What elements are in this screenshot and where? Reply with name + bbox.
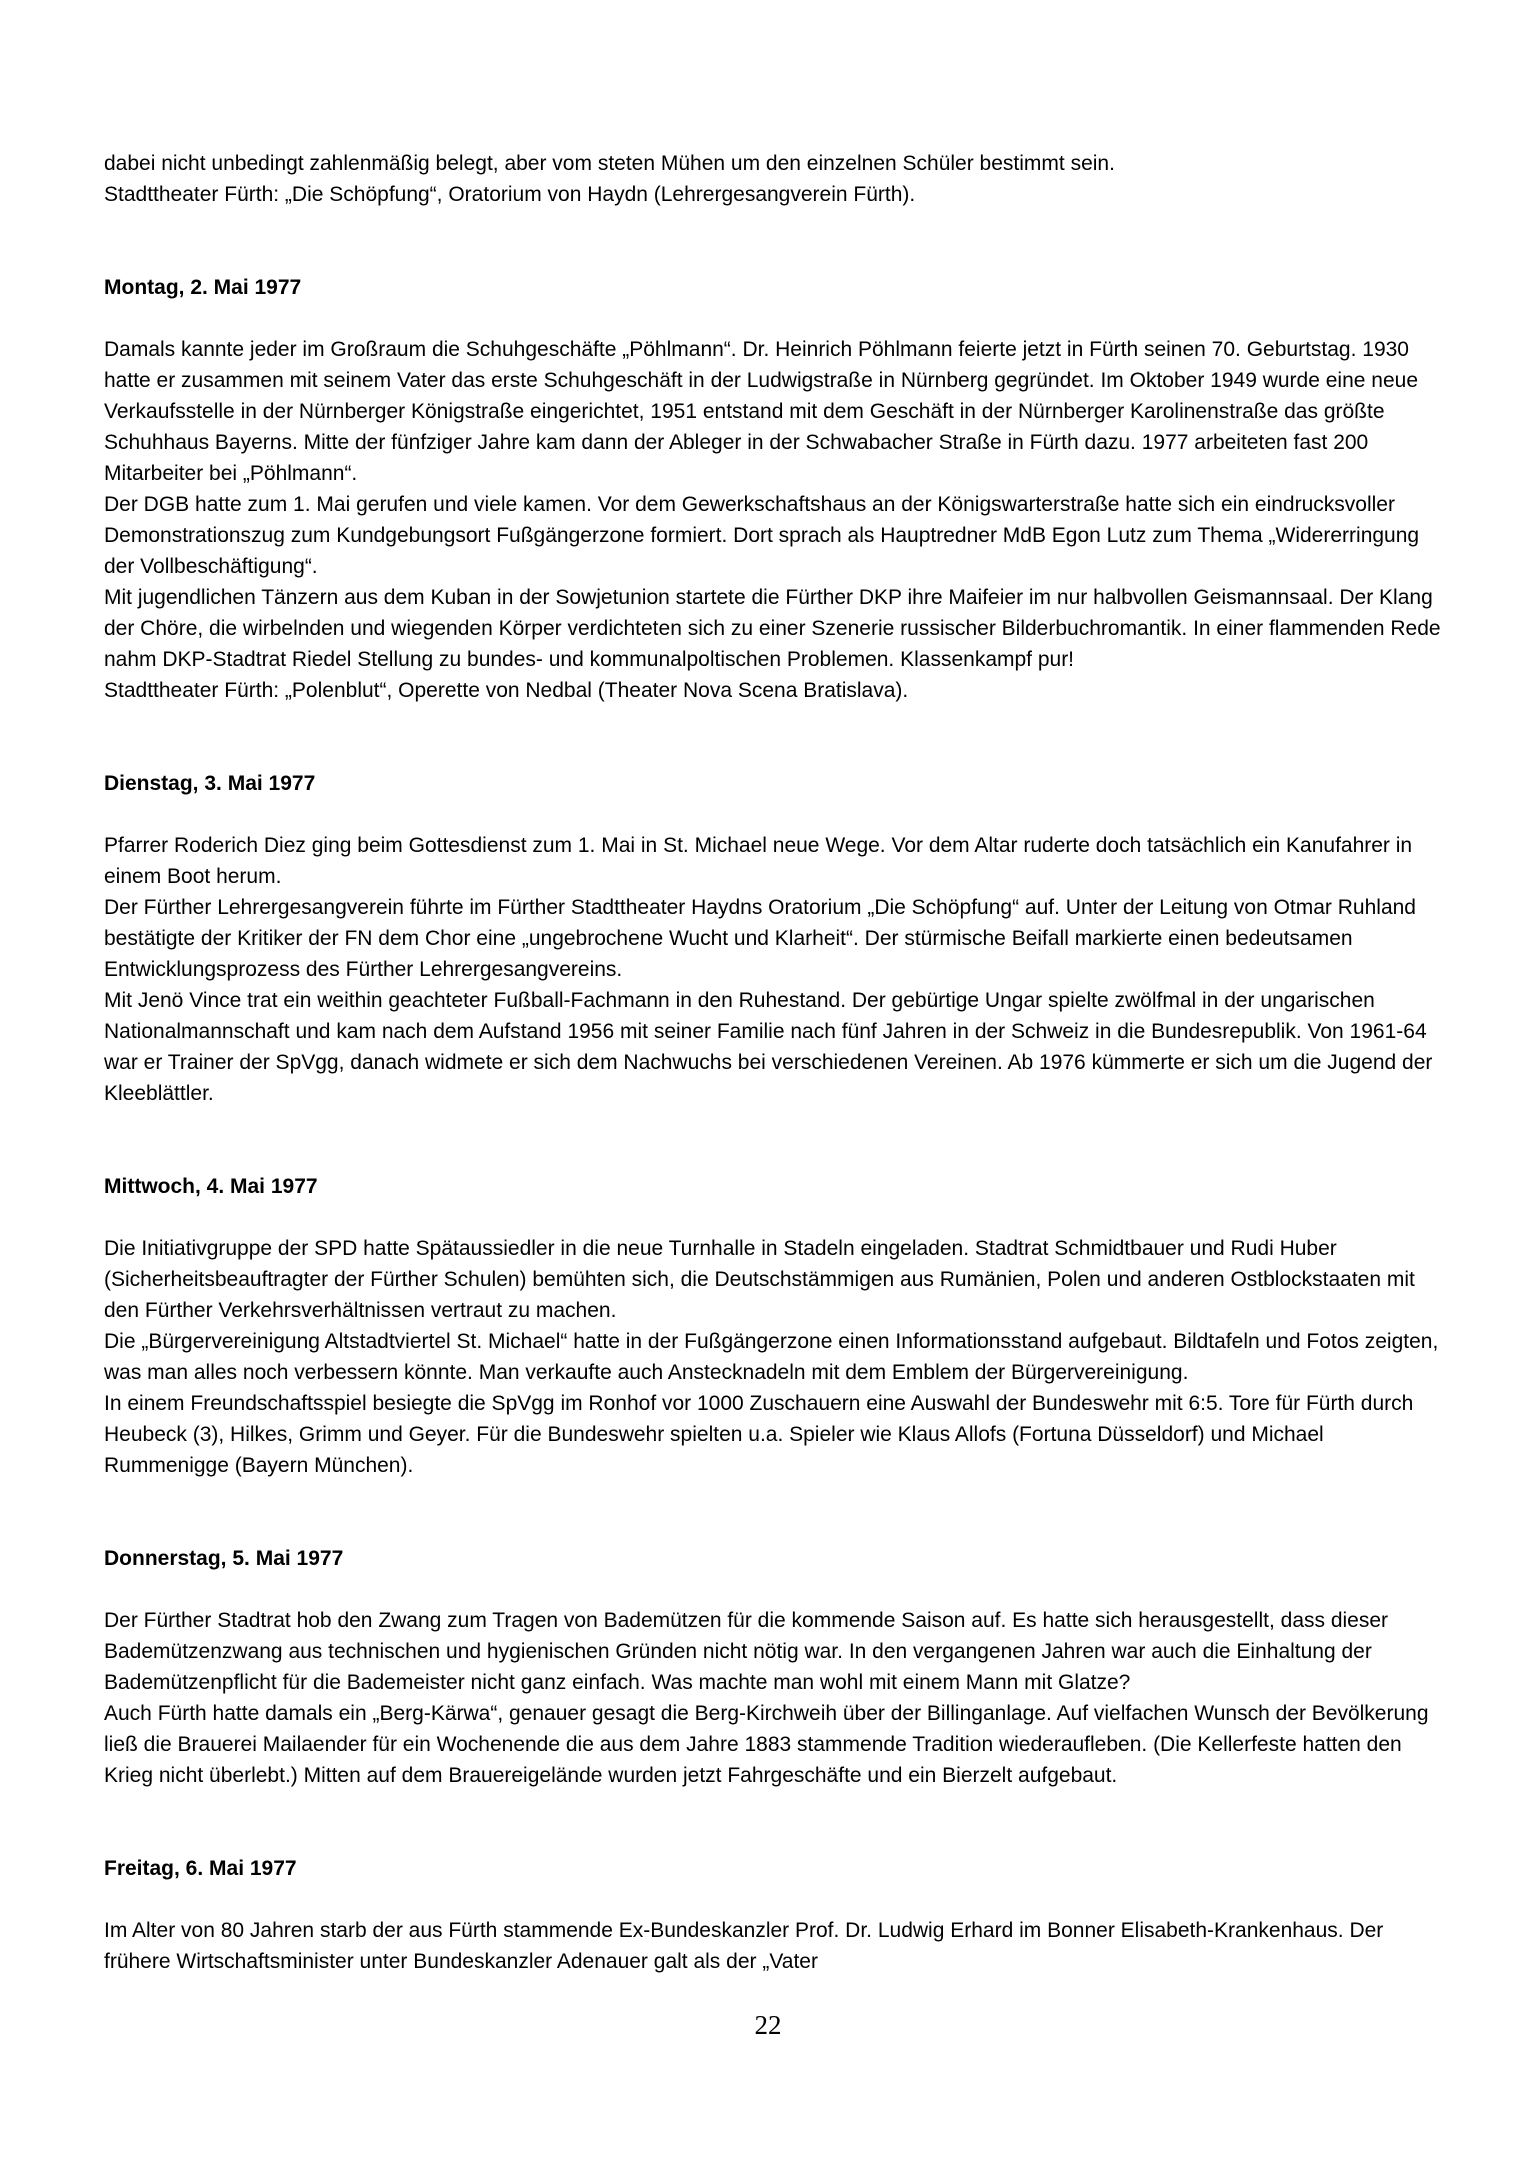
paragraph: Stadttheater Fürth: „Polenblut“, Operette von Nedbal (Theater Nova Scena Bratislava). (104, 679, 909, 702)
intro-paragraph (104, 148, 1442, 210)
paragraph: Der Fürther Stadtrat hob den Zwang zum Tragen von Bademützen für die kommende Saison auf. Es hatte sich herausgestellt, dass dieser Bademützenzwang aus technischen und hygienischen Gründen nicht nötig war. In den vergangenen Jahren war auch die Einhaltung der Bademützenpflicht für die Bademeister nicht ganz einfach. Was machte man wohl mit einem Mann mit Glatze? (104, 1609, 1389, 1694)
intro-line: dabei nicht unbedingt zahlenmäßig belegt, aber vom steten Mühen um den einzelnen Schüler bestimmt sein. (104, 152, 1115, 175)
paragraph: In einem Freundschaftsspiel besiegte die SpVgg im Ronhof vor 1000 Zuschauern eine Auswahl der Bundeswehr mit 6:5. Tore für Fürth durch Heubeck (3), Hilkes, Grimm und Geyer. Für die Bundeswehr spielten u.a. Spieler wie Klaus Allofs (Fortuna Düsseldorf) und Michael Rummenigge (Bayern München). (104, 1392, 1414, 1477)
paragraph: Auch Fürth hatte damals ein „Berg-Kärwa“, genauer gesagt die Berg-Kirchweih über der Billinganlage. Auf vielfachen Wunsch der Bevölkerung ließ die Brauerei Mailaender für ein Wochenende die aus dem Jahre 1883 stammende Tradition wiederaufleben. (Die Kellerfeste hatten den Krieg nicht überlebt.) Mitten auf dem Brauereigelände wurden jetzt Fahrgeschäfte und ein Bierzelt aufgebaut. (104, 1702, 1429, 1787)
paragraph: Der Fürther Lehrergesangverein führte im Fürther Stadttheater Haydns Oratorium „Die Schöpfung“ auf. Unter der Leitung von Otmar Ruhland bestätigte der Kritiker der FN dem Chor eine „ungebrochene Wucht und Klarheit“. Der stürmische Beifall markierte einen bedeutsamen Entwicklungsprozess des Fürther Lehrergesangvereins. (104, 896, 1416, 981)
paragraph: Pfarrer Roderich Diez ging beim Gottesdienst zum 1. Mai in St. Michael neue Wege. Vor dem Altar ruderte doch tatsächlich ein Kanufahrer in einem Boot herum. (104, 834, 1413, 888)
paragraph: Im Alter von 80 Jahren starb der aus Fürth stammende Ex-Bundeskanzler Prof. Dr. Ludwig Erhard im Bonner Elisabeth-Krankenhaus. Der frühere Wirtschaftsminister unter Bundeskanzler Adenauer galt als der „Vater (104, 1919, 1384, 1973)
paragraph: Mit Jenö Vince trat ein weithin geachteter Fußball-Fachmann in den Ruhestand. Der gebürtige Ungar spielte zwölfmal in der ungarischen Nationalmannschaft und kam nach dem Aufstand 1956 mit seiner Familie nach fünf Jahren in der Schweiz in die Bundesrepublik. Von 1961-64 war er Trainer der SpVgg, danach widmete er sich dem Nachwuchs bei verschiedenen Vereinen. Ab 1976 kümmerte er sich um die Jugend der Kleeblättler. (104, 989, 1433, 1105)
intro-line: Stadttheater Fürth: „Die Schöpfung“, Oratorium von Haydn (Lehrergesangverein Fürth). (104, 183, 916, 206)
paragraph: Die Initiativgruppe der SPD hatte Spätaussiedler in die neue Turnhalle in Stadeln eingeladen. Stadtrat Schmidtbauer und Rudi Huber (Sicherheitsbeauftragter der Fürther Schulen) bemühten sich, die Deutschstämmigen aus Rumänien, Polen und anderen Ostblockstaaten mit den Fürther Verkehrsverhältnissen vertraut zu machen. (104, 1237, 1415, 1322)
paragraph: Mit jugendlichen Tänzern aus dem Kuban in der Sowjetunion startete die Fürther DKP ihre Maifeier im nur halbvollen Geismannsaal. Der Klang der Chöre, die wirbelnden und wiegenden Körper verdichteten sich zu einer Szenerie russischer Bilderbuchromantik. In einer flammenden Rede nahm DKP-Stadtrat Riedel Stellung zu bundes- und kommunalpoltischen Problemen. Klassenkampf pur! (104, 586, 1441, 671)
section-heading: Freitag, 6. Mai 1977 (104, 1857, 297, 1880)
section-heading: Mittwoch, 4. Mai 1977 (104, 1175, 318, 1198)
section-heading: Dienstag, 3. Mai 1977 (104, 772, 316, 795)
page-number: 22 (754, 2010, 782, 2040)
section-heading: Donnerstag, 5. Mai 1977 (104, 1547, 344, 1570)
section-heading: Montag, 2. Mai 1977 (104, 276, 302, 299)
paragraph: Die „Bürgervereinigung Altstadtviertel St. Michael“ hatte in der Fußgängerzone einen Informationsstand aufgebaut. Bildtafeln und Fotos zeigten, was man alles noch verbessern könnte. Man verkaufte auch Anstecknadeln mit dem Emblem der Bürgervereinigung. (104, 1330, 1439, 1384)
paragraph: Damals kannte jeder im Großraum die Schuhgeschäfte „Pöhlmann“. Dr. Heinrich Pöhlmann feierte jetzt in Fürth seinen 70. Geburtstag. 1930 hatte er zusammen mit seinem Vater das erste Schuhgeschäft in der Ludwigstraße in Nürnberg gegründet. Im Oktober 1949 wurde eine neue Verkaufsstelle in der Nürnberger Königstraße eingerichtet, 1951 entstand mit dem Geschäft in der Nürnberger Karolinenstraße das größte Schuhhaus Bayerns. Mitte der fünfziger Jahre kam dann der Ableger in der Schwabacher Straße in Fürth dazu. 1977 arbeiteten fast 200 Mitarbeiter bei „Pöhlmann“. (104, 338, 1418, 485)
paragraph: Der DGB hatte zum 1. Mai gerufen und viele kamen. Vor dem Gewerkschaftshaus an der Königswarterstraße hatte sich ein eindrucksvoller Demonstrationszug zum Kundgebungsort Fußgängerzone formiert. Dort sprach als Hauptredner MdB Egon Lutz zum Thema „Widererringung der Vollbeschäftigung“. (104, 493, 1420, 578)
sections-container (104, 272, 1442, 1977)
document-content (104, 148, 1442, 1977)
